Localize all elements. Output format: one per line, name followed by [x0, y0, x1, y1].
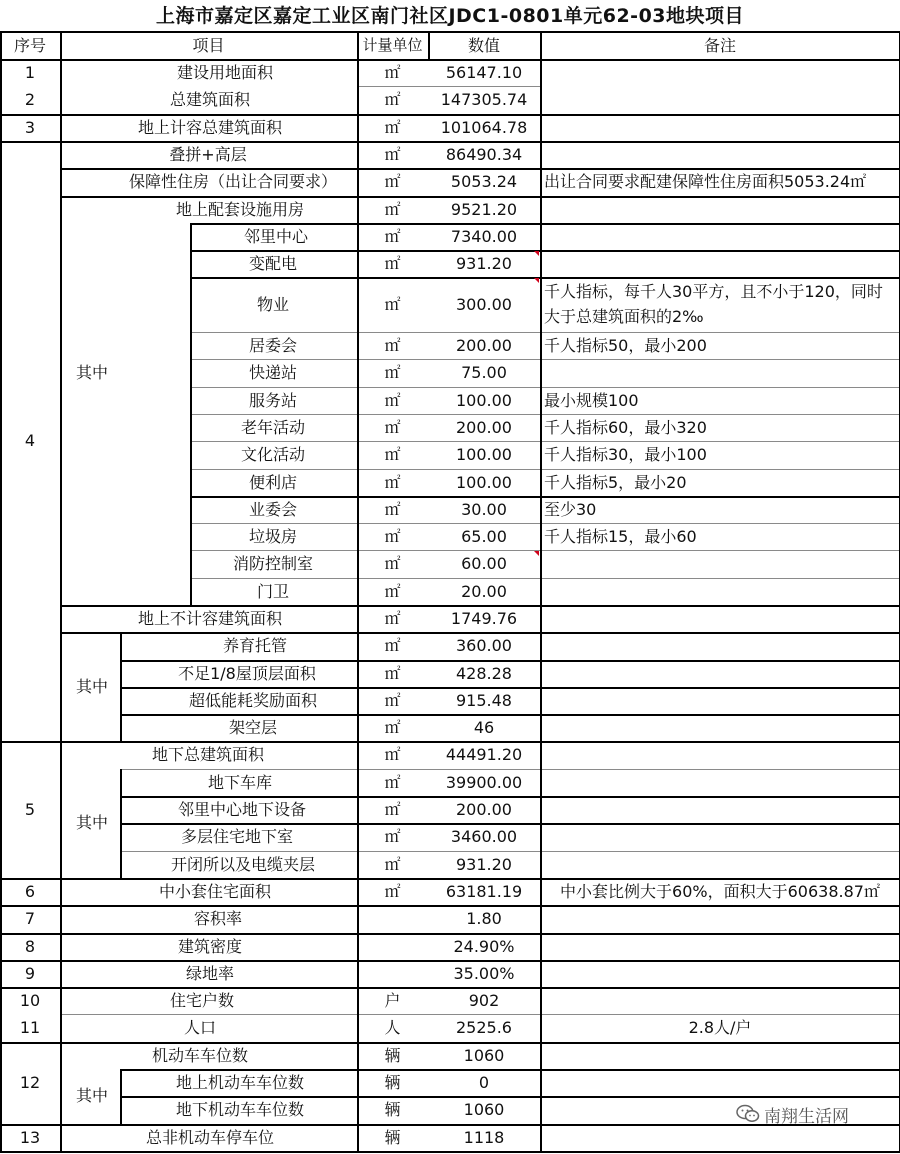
group-qizhong: 其中 — [76, 813, 109, 833]
row-unit: ㎡ — [384, 336, 401, 355]
row-value: 9521.20 — [450, 200, 518, 219]
row-item: 绿地率 — [185, 964, 234, 983]
row-unit: ㎡ — [384, 609, 401, 628]
grid-line — [120, 823, 900, 825]
grid-line — [120, 660, 900, 662]
grid-line — [0, 987, 900, 989]
row-unit: ㎡ — [384, 554, 401, 573]
grid-line — [120, 1096, 900, 1098]
row-note: 出让合同要求配建保障性住房面积5053.24㎡ — [544, 172, 867, 191]
wechat-icon — [736, 1104, 760, 1124]
row-item: 总非机动车停车位 — [145, 1128, 274, 1147]
row-item: 地上配套设施用房 — [175, 200, 304, 219]
row-value: 7340.00 — [450, 227, 518, 246]
row-note-line2: 大于总建筑面积的2‰ — [544, 307, 704, 326]
page-title: 上海市嘉定区嘉定工业区南门社区JDC1-0801单元62-03地块项目 — [155, 5, 745, 27]
grid-line — [0, 905, 900, 907]
row-item: 地下机动车车位数 — [175, 1100, 304, 1119]
grid-line — [190, 414, 900, 415]
row-value: 75.00 — [461, 363, 507, 382]
row-unit: ㎡ — [384, 445, 401, 464]
row-value: 1749.76 — [450, 609, 518, 628]
grid-line — [357, 86, 540, 87]
grid-line — [60, 196, 900, 198]
grid-line — [120, 1069, 900, 1071]
row-unit: 辆 — [384, 1073, 401, 1092]
row-seq: 6 — [24, 882, 36, 901]
grid-line — [190, 223, 192, 605]
row-value: 200.00 — [456, 336, 512, 355]
grid-line — [0, 1151, 900, 1153]
row-unit: ㎡ — [384, 63, 401, 82]
row-note: 千人指标50，最小200 — [544, 336, 707, 355]
comment-marker — [534, 551, 539, 556]
row-seq: 13 — [19, 1128, 41, 1147]
row-value: 360.00 — [456, 636, 512, 655]
row-item: 门卫 — [256, 582, 289, 601]
row-item: 邻里中心地下设备 — [177, 800, 306, 819]
row-value: 100.00 — [456, 473, 512, 492]
row-note: 至少30 — [544, 500, 597, 519]
grid-line — [0, 141, 900, 143]
row-value: 147305.74 — [440, 90, 528, 109]
row-item: 地上不计容建筑面积 — [137, 609, 282, 628]
row-seq: 11 — [19, 1018, 41, 1037]
row-unit: ㎡ — [384, 527, 401, 546]
row-unit: ㎡ — [384, 145, 401, 164]
grid-line — [60, 168, 900, 170]
comment-marker — [534, 251, 539, 256]
row-value: 100.00 — [456, 391, 512, 410]
row-note: 2.8人/户 — [688, 1018, 752, 1037]
row-note: 千人指标30，最小100 — [544, 445, 707, 464]
grid-line — [0, 59, 900, 61]
row-item: 服务站 — [248, 391, 297, 410]
row-value: 35.00% — [453, 964, 515, 983]
row-unit: ㎡ — [384, 500, 401, 519]
row-unit: ㎡ — [384, 254, 401, 273]
grid-line — [540, 31, 542, 1151]
grid-line — [190, 250, 900, 252]
row-value: 44491.20 — [445, 745, 523, 764]
row-seq: 7 — [24, 909, 36, 928]
row-item: 总建筑面积 — [169, 90, 250, 109]
grid-line — [190, 441, 900, 442]
row-value: 931.20 — [456, 254, 512, 273]
row-item: 物业 — [256, 295, 289, 314]
row-unit: ㎡ — [384, 800, 401, 819]
row-note: 最小规模100 — [544, 391, 639, 410]
row-value: 39900.00 — [445, 773, 523, 792]
row-unit: ㎡ — [384, 418, 401, 437]
row-unit: ㎡ — [384, 636, 401, 655]
grid-line — [120, 687, 900, 689]
row-unit: ㎡ — [384, 473, 401, 492]
row-item: 机动车车位数 — [151, 1046, 248, 1065]
row-item: 保障性住房（出让合同要求） — [128, 172, 337, 191]
row-value: 60.00 — [461, 554, 507, 573]
row-unit: ㎡ — [384, 582, 401, 601]
row-item: 建设用地面积 — [176, 63, 273, 82]
row-item: 居委会 — [248, 336, 297, 355]
row-item: 地下车库 — [207, 773, 272, 792]
row-value: 1118 — [463, 1128, 505, 1147]
row-unit: ㎡ — [384, 391, 401, 410]
header-item: 项目 — [192, 36, 225, 55]
row-item: 消防控制室 — [232, 554, 313, 573]
row-unit: ㎡ — [384, 227, 401, 246]
grid-line — [357, 31, 359, 1151]
row-unit: 辆 — [384, 1100, 401, 1119]
grid-line — [190, 523, 900, 524]
row-unit: 人 — [384, 1018, 401, 1037]
grid-line — [120, 796, 900, 798]
grid-line — [60, 1014, 900, 1015]
row-value: 1.80 — [466, 909, 502, 928]
row-unit: ㎡ — [384, 882, 401, 901]
row-item: 超低能耗奖励面积 — [188, 691, 317, 710]
group-qizhong: 其中 — [76, 362, 109, 382]
grid-line — [190, 359, 900, 360]
row-note: 千人指标，每千人30平方，且不小于120，同时 — [544, 282, 883, 301]
row-value: 200.00 — [456, 800, 512, 819]
header-seq: 序号 — [13, 36, 46, 55]
grid-line — [0, 878, 900, 880]
row-unit: ㎡ — [384, 745, 401, 764]
grid-line — [190, 387, 900, 388]
row-value: 5053.24 — [450, 172, 518, 191]
row-item: 开闭所以及电缆夹层 — [170, 855, 315, 874]
header-unit: 计量单位 — [362, 36, 423, 54]
row-note: 千人指标60，最小320 — [544, 418, 707, 437]
row-item: 变配电 — [248, 254, 297, 273]
row-value: 24.90% — [453, 937, 515, 956]
row-unit: 辆 — [384, 1046, 401, 1065]
row-value: 1060 — [463, 1046, 505, 1065]
grid-line — [190, 496, 900, 498]
header-value: 数值 — [467, 36, 500, 55]
header-note: 备注 — [703, 36, 736, 55]
row-value: 100.00 — [456, 445, 512, 464]
grid-line — [120, 714, 900, 716]
row-item: 建筑密度 — [177, 937, 242, 956]
row-item: 不足1/8屋顶层面积 — [178, 664, 316, 683]
row-item: 垃圾房 — [248, 527, 297, 546]
grid-line — [120, 632, 122, 741]
row-unit: ㎡ — [384, 90, 401, 109]
grid-line — [190, 223, 900, 225]
watermark-text: 南翔生活网 — [764, 1106, 849, 1127]
grid-line — [190, 332, 900, 333]
row-value: 20.00 — [461, 582, 507, 601]
group-qizhong: 其中 — [76, 1086, 109, 1106]
grid-line — [60, 31, 62, 1151]
row-value: 915.48 — [456, 691, 512, 710]
row-value: 65.00 — [461, 527, 507, 546]
row-unit: ㎡ — [384, 118, 401, 137]
grid-line — [120, 851, 900, 852]
grid-line — [190, 550, 900, 551]
row-item: 叠拼+高层 — [169, 145, 247, 164]
row-item: 人口 — [183, 1018, 216, 1037]
grid-line — [190, 578, 900, 579]
row-unit: 辆 — [384, 1128, 401, 1147]
row-value: 86490.34 — [445, 145, 523, 164]
row-item: 业委会 — [248, 500, 297, 519]
row-item: 邻里中心 — [243, 227, 308, 246]
row-note: 中小套比例大于60%，面积大于60638.87㎡ — [560, 882, 880, 901]
row-value: 200.00 — [456, 418, 512, 437]
grid-line — [60, 632, 900, 634]
row-value: 0 — [478, 1073, 490, 1092]
grid-line — [60, 605, 900, 607]
grid-line — [190, 277, 900, 279]
row-value: 63181.19 — [445, 882, 523, 901]
row-value: 56147.10 — [445, 63, 523, 82]
row-item: 容积率 — [193, 909, 242, 928]
row-unit: ㎡ — [384, 363, 401, 382]
grid-line — [120, 769, 900, 770]
grid-line — [428, 31, 430, 59]
row-item: 地下总建筑面积 — [151, 745, 264, 764]
group-seq-5: 5 — [24, 799, 36, 819]
row-value: 3460.00 — [450, 827, 518, 846]
row-item: 住宅户数 — [169, 991, 234, 1010]
row-note: 千人指标15，最小60 — [544, 527, 697, 546]
row-item: 老年活动 — [240, 418, 305, 437]
row-item: 地上计容总建筑面积 — [137, 118, 282, 137]
row-item: 多层住宅地下室 — [180, 827, 293, 846]
row-unit: ㎡ — [384, 827, 401, 846]
row-item: 文化活动 — [240, 445, 305, 464]
group-seq-4: 4 — [24, 431, 36, 451]
row-unit: ㎡ — [384, 172, 401, 191]
grid-line — [120, 769, 122, 878]
grid-line — [0, 960, 900, 962]
grid-line — [0, 1042, 900, 1044]
row-value: 101064.78 — [440, 118, 528, 137]
group-seq-12: 12 — [19, 1072, 41, 1092]
grid-line — [0, 31, 2, 1151]
row-unit: ㎡ — [384, 691, 401, 710]
row-unit: ㎡ — [384, 200, 401, 219]
group-qizhong: 其中 — [76, 676, 109, 696]
watermark — [736, 1100, 849, 1128]
grid-line — [0, 933, 900, 935]
row-seq: 10 — [19, 991, 41, 1010]
row-seq: 3 — [24, 118, 36, 137]
row-value: 902 — [468, 991, 500, 1010]
row-unit: ㎡ — [384, 664, 401, 683]
row-value: 931.20 — [456, 855, 512, 874]
comment-marker — [534, 278, 539, 283]
row-value: 46 — [473, 718, 495, 737]
grid-line — [0, 114, 900, 116]
row-seq: 2 — [24, 90, 36, 109]
row-seq: 9 — [24, 964, 36, 983]
row-unit: 户 — [384, 991, 401, 1010]
row-seq: 8 — [24, 937, 36, 956]
row-item: 快递站 — [248, 363, 297, 382]
row-value: 300.00 — [456, 295, 512, 314]
row-value: 2525.6 — [456, 1018, 512, 1037]
row-value: 30.00 — [461, 500, 507, 519]
row-value: 1060 — [463, 1100, 505, 1119]
grid-line — [0, 741, 900, 743]
row-item: 架空层 — [228, 718, 277, 737]
row-value: 428.28 — [456, 664, 512, 683]
grid-line — [120, 1069, 122, 1124]
row-unit: ㎡ — [384, 855, 401, 874]
row-item: 中小套住宅面积 — [158, 882, 271, 901]
row-note: 千人指标5，最小20 — [544, 473, 687, 492]
row-item: 便利店 — [248, 473, 297, 492]
row-unit: ㎡ — [384, 718, 401, 737]
row-item: 养育托管 — [222, 636, 287, 655]
grid-line — [190, 469, 900, 470]
row-seq: 1 — [24, 63, 36, 82]
row-unit: ㎡ — [384, 295, 401, 314]
row-item: 地上机动车车位数 — [175, 1073, 304, 1092]
row-unit: ㎡ — [384, 773, 401, 792]
